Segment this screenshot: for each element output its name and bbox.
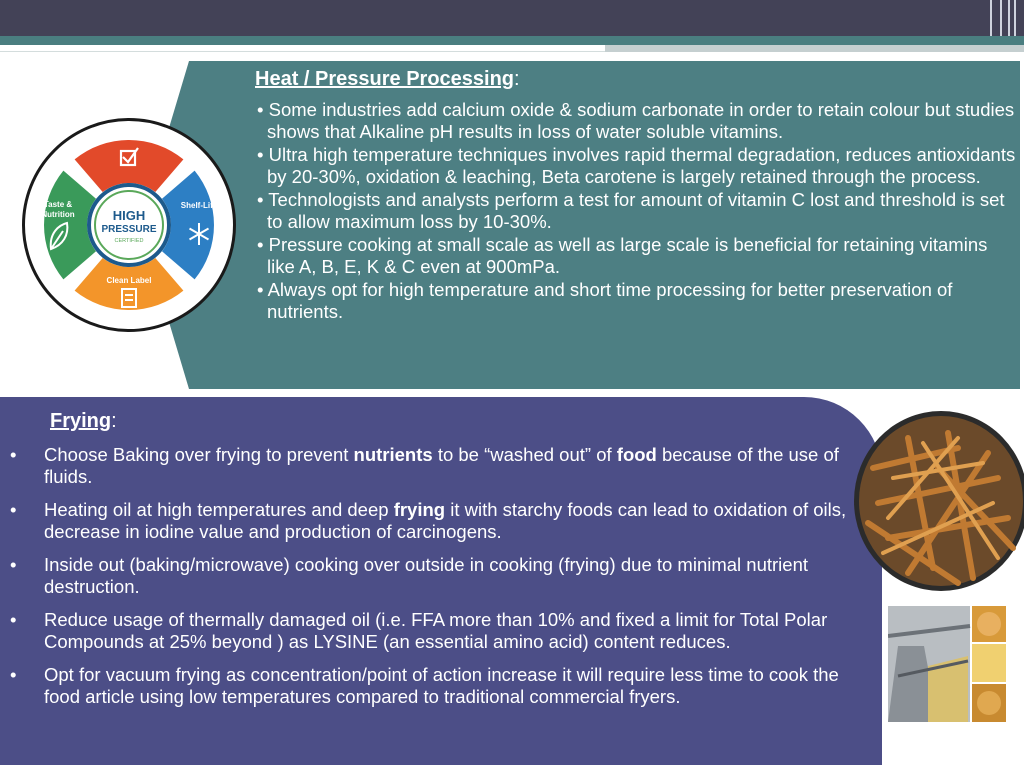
bullet-dot: • [10, 664, 17, 685]
frying-section-title: Frying: [50, 410, 117, 432]
badge-graphic [25, 121, 233, 329]
heat-bullet-1: • Some industries add calcium oxide & sodium carbonate in order to retain colour but studies shows that Alkaline pH results in loss of water soluble vitamins. [257, 99, 1015, 142]
bullet-dot: • [10, 444, 17, 465]
bullet-dot: • [10, 609, 17, 630]
badge-label-taste-line2: Nutrition [41, 210, 75, 219]
badge-center-line1: HIGH [112, 208, 146, 223]
top-bar [0, 0, 1024, 36]
badge-label-taste-line1: Taste & [43, 200, 73, 209]
badge-center-line3: CERTIFIED [114, 238, 144, 244]
frying-bullet-4: • Reduce usage of thermally damaged oil (i.e. FFA more than 10% and fixed a limit for Total Polar Compounds at 25% beyond ) as LYSINE (an essential amino acid) content reduces. [10, 609, 828, 652]
heat-bullet-4: • Pressure cooking at small scale as well as large scale is beneficial for retaining vitamins like A, B, E, K & C even at 900mPa. [257, 234, 988, 277]
stripe-white [0, 45, 605, 52]
bullet-dot: • [10, 554, 17, 575]
fryer-production-line-photo [888, 606, 1006, 722]
badge-center-line2: PRESSURE [101, 224, 157, 235]
high-pressure-badge [22, 118, 236, 332]
heat-bullet-2: • Ultra high temperature techniques involves rapid thermal degradation, reduces antioxidants by 20-30%, oxidation & leaching, Beta carotene is largely retained through the process. [257, 144, 1016, 187]
bullet-dot: • [10, 499, 17, 520]
heat-processing-section [253, 66, 1018, 324]
badge-label-food-safety: Food Safety [103, 132, 155, 142]
frying-bullet-3: • Inside out (baking/microwave) cooking over outside in cooking (frying) due to minimal nutrient destruction. [10, 554, 809, 597]
frying-bullet-2: • Heating oil at high temperatures and deep frying it with starchy foods can lead to oxidation of oils, decrease in iodine value and production of carcinogens. [10, 499, 847, 542]
stripe-gray [605, 45, 1024, 52]
badge-label-clean-label: Clean Label [106, 276, 152, 285]
frying-bullet-1: • Choose Baking over frying to prevent nutrients to be “washed out” of food because of the use of fluids. [10, 444, 839, 487]
badge-label-shelf-life: Shelf-Life [180, 201, 218, 210]
frying-bullet-5: • Opt for vacuum frying as concentration/point of action increase it will require less time to cook the food article using low temperatures compared to traditional commercial fryers. [10, 664, 839, 707]
teal-stripe [0, 36, 1024, 45]
fries-photo [848, 408, 1024, 594]
frying-bullet-list [10, 444, 870, 719]
heat-bullet-5: • Always opt for high temperature and short time processing for better preservation of nutrients. [257, 279, 953, 322]
heat-section-title: Heat / Pressure Processing: [255, 68, 520, 90]
heat-bullet-3: • Technologists and analysts perform a test for amount of vitamin C lost and threshold is set to allow maximum loss by 10-30%. [257, 189, 1005, 232]
